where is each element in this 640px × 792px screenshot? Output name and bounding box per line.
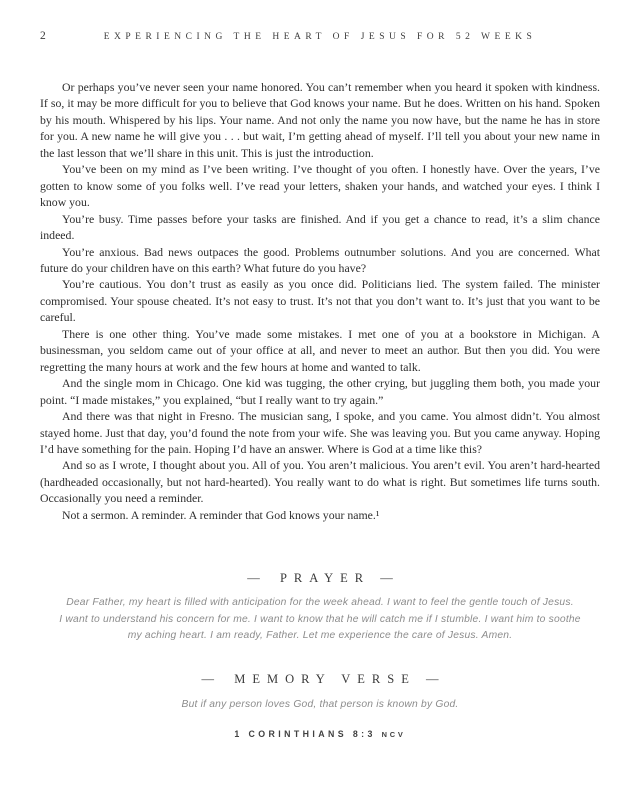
memory-verse-heading-label: MEMORY VERSE bbox=[234, 672, 416, 686]
memory-verse-heading bbox=[40, 672, 600, 687]
body-paragraph: You’re cautious. You don’t trust as easily as you once did. Politicians lied. The system failed. The minister compromised. Your spouse cheated. It’s not easy to trust. It’s not that you don’t want to. It’s just that you want to be careful. bbox=[40, 277, 600, 325]
body-text-block bbox=[40, 79, 600, 523]
body-paragraph: There is one other thing. You’ve made some mistakes. I met one of you at a bookstore in Michigan. A businessman, you seldom came out of your office at all, and never to meet an author. But then you did. You were regretting the many hours at work and the few hours at home and wanted to talk. bbox=[40, 326, 600, 374]
verse-reference bbox=[40, 729, 600, 739]
memory-verse-text: But if any person loves God, that person is known by God. bbox=[181, 699, 459, 710]
heading-dash: — bbox=[425, 672, 439, 686]
prayer-heading bbox=[40, 571, 600, 586]
heading-dash: — bbox=[247, 571, 260, 585]
body-paragraph: You’re busy. Time passes before your tasks are finished. And if you get a chance to read, it’s a slim chance indeed. bbox=[40, 211, 600, 243]
body-paragraph: You’re anxious. Bad news outpaces the good. Problems outnumber solutions. And you are concerned. What future do your children have on this earth? What future do you have? bbox=[40, 244, 600, 275]
verse-version: NCV bbox=[381, 729, 406, 739]
prayer-line: I want to understand his concern for me. I want to know that he will catch me if I stumble. I want him to soothe bbox=[59, 613, 581, 625]
body-paragraph: And there was that night in Fresno. The musician sang, I spoke, and you came. You almost didn’t. You almost stayed home. Just that day, you’d found the note from your wife. She was leaving you. But you came anyway. Hoping I’d have something for the pain. Hoping I’d have an answer. Where is God at a time like this? bbox=[40, 409, 600, 456]
body-paragraph: Or perhaps you’ve never seen your name honored. You can’t remember when you heard it spoken with kindness. If so, it may be more difficult for you to believe that God knows your name. But he does. Written on his hand. Spoken by his mouth. Whispered by his lips. Your name. And not only the name you now have, but the name he has in store for you. A new name he will give you . . . but wait, I’m getting ahead of myself. I’ll tell you about your new name in the last lesson that we’ll share in this unit. This is just the introduction. bbox=[40, 80, 600, 160]
heading-dash: — bbox=[380, 571, 393, 585]
prayer-heading-label: PRAYER bbox=[279, 571, 371, 585]
running-header: EXPERIENCING THE HEART OF JESUS FOR 52 WEEKS bbox=[103, 32, 537, 42]
body-paragraph: You’ve been on my mind as I’ve been writing. I’ve thought of you often. I honestly have. Over the years, I’ve gotten to know some of you folks well. I’ve read your letters, shaken your hands, and watched your eyes. I think I know you. bbox=[40, 162, 600, 210]
body-paragraph: And so as I wrote, I thought about you. All of you. You aren’t malicious. You aren’t evil. You aren’t hard-hearted (hardheaded occasionally, but not hard-hearted). You really want to do what is right. But sometimes life turns south. Occasionally you need a reminder. bbox=[40, 458, 600, 506]
prayer-text bbox=[40, 595, 600, 645]
prayer-line: my aching heart. I am ready, Father. Let me experience the care of Jesus. Amen. bbox=[127, 630, 513, 642]
prayer-line: Dear Father, my heart is filled with anticipation for the week ahead. I want to feel the gentle touch of Jesus. bbox=[66, 597, 574, 608]
heading-dash: — bbox=[201, 672, 215, 686]
body-paragraph: Not a sermon. A reminder. A reminder that God knows your name.¹ bbox=[62, 507, 380, 522]
memory-verse-section bbox=[40, 672, 600, 739]
verse-reference-text: 1 CORINTHIANS 8:3 bbox=[234, 728, 376, 739]
page-number: 2 bbox=[40, 30, 47, 42]
body-paragraph: And the single mom in Chicago. One kid was tugging, the other crying, but juggling them both, you made your point. “I made mistakes,” you explained, “but I really want to try again.” bbox=[40, 376, 600, 407]
prayer-section bbox=[40, 571, 600, 645]
